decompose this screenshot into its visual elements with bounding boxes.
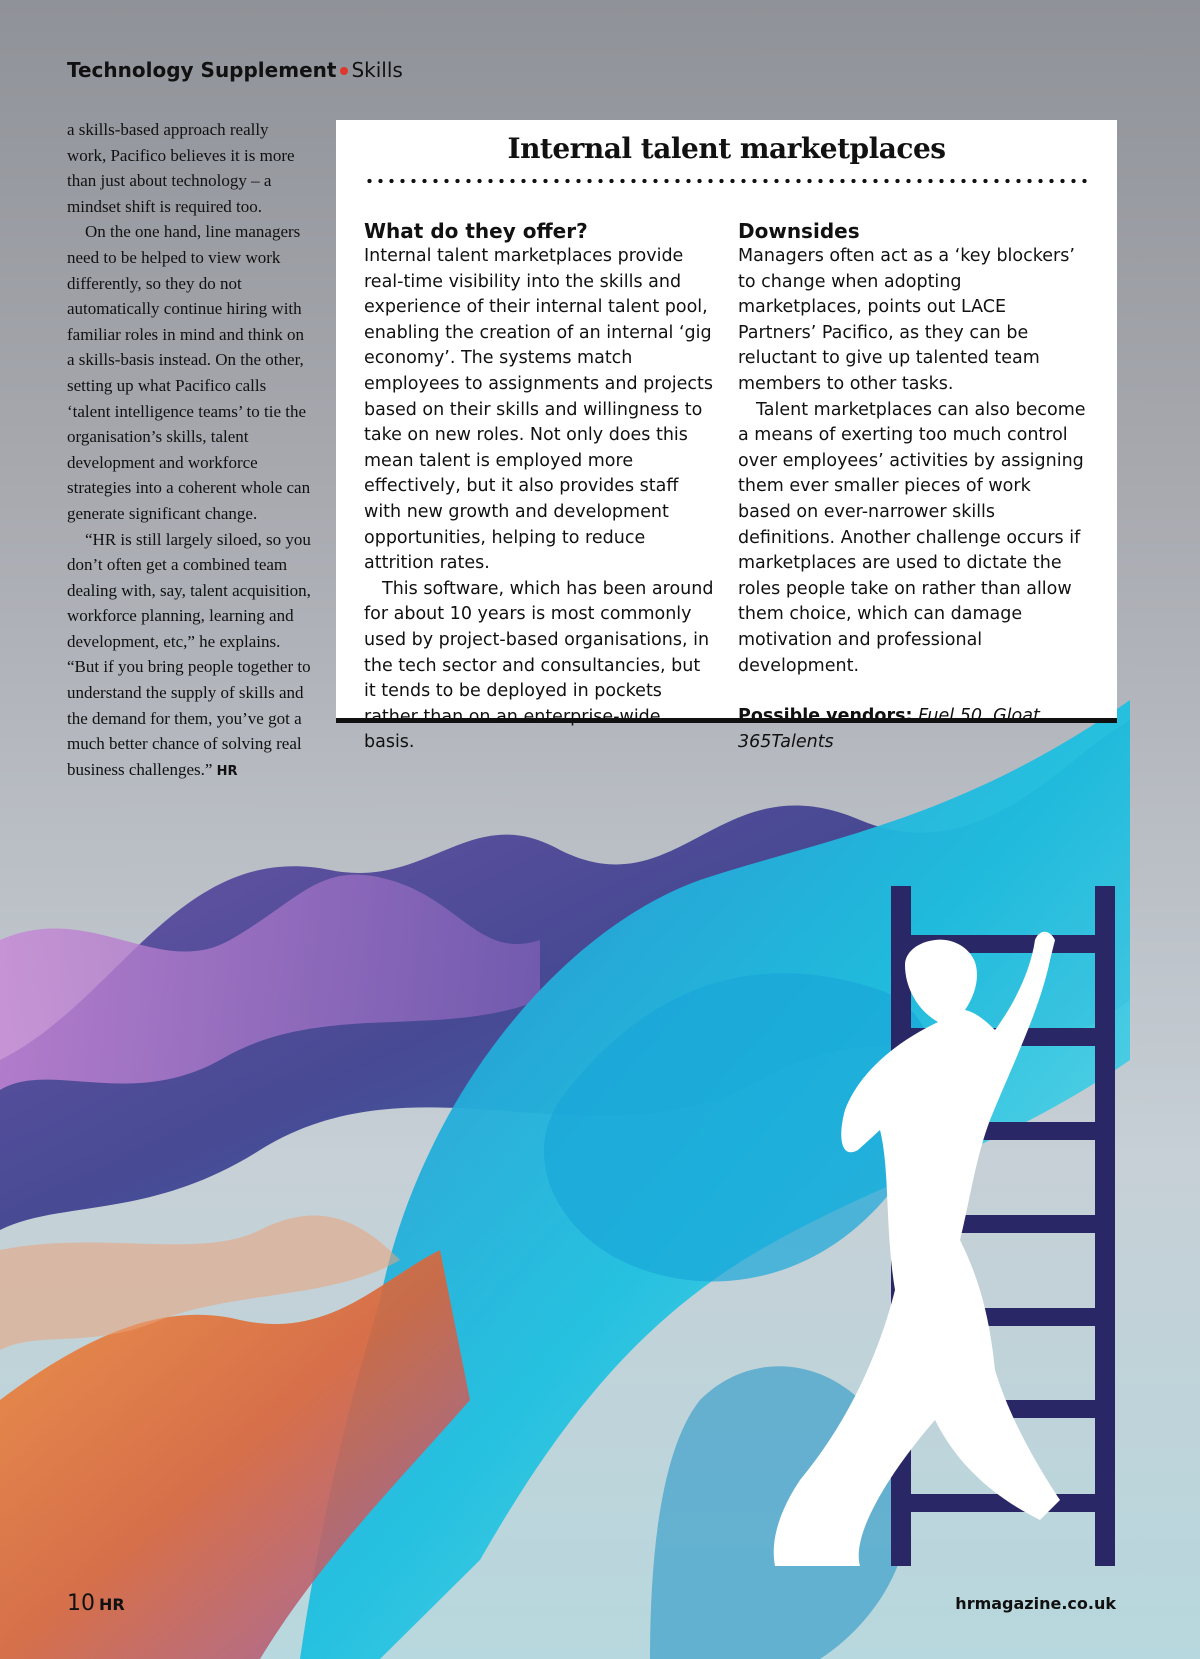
downsides-column [738,218,1088,755]
page-number: 10 [67,1591,95,1616]
article-left-column [67,117,311,784]
topic-label: Skills [351,58,403,82]
dotted-divider [364,178,1089,184]
vendors-line [738,704,1088,755]
offer-column [364,218,714,756]
vendors-label: Possible vendors: [738,706,913,727]
offer-heading: What do they offer? [364,219,588,243]
magazine-logo: HR [99,1595,125,1614]
website-url: hrmagazine.co.uk [955,1594,1116,1613]
downsides-paragraph: Talent marketplaces can also become a means of exerting too much control over employees’ activities by assigning them ever smaller pieces of work based on ever-narrower skills definitions. Another challenge occurs if marketplaces are used to dictate the roles people take on rather than allow them choice, which can damage motivation and professional development. [738,399,1086,676]
downsides-paragraph: Managers often act as a ‘key blockers’ to change when adopting marketplaces, points out LACE Partners’ Pacifico, as they can be reluctant to give up talented team members to other tasks. [738,246,1075,394]
article-paragraph [67,527,311,785]
offer-paragraph: Internal talent marketplaces provide real-time visibility into the skills and experience of their internal talent pool, enabling the creation of an internal ‘gig economy’. The systems match employees to assignments and projects based on their skills and willingness to take on new roles. Not only does this mean talent is employed more effectively, but it also provides staff with new growth and development opportunities, helping to reduce attrition rates. [364,246,714,574]
sidebar-box [336,120,1117,753]
article-paragraph: a skills-based approach really work, Pacifico believes it is more than just about technology – a mindset shift is required too. [67,120,295,216]
section-label: Technology Supplement [67,58,337,82]
downsides-heading: Downsides [738,219,860,243]
box-title: Internal talent marketplaces [507,132,946,165]
article-paragraph-text: “HR is still largely siloed, so you don’t often get a combined team dealing with, say, talent acquisition, workforce planning, learning and development, etc,” he explains. “But if you bring people together to understand the supply of skills and the demand for them, you’ve got a much better chance of solving real business challenges.” [67,529,311,779]
end-mark: HR [216,763,238,779]
offer-paragraph: This software, which has been around for about 10 years is most commonly used by project-based organisations, in the tech sector and consultancies, but it tends to be deployed in pockets rather than on an enterprise-wide basis. [364,578,714,753]
vendors-list: Fuel 50, Gloat, 365Talents [738,706,1046,752]
running-header [67,58,403,82]
article-paragraph: On the one hand, line managers need to be helped to view work differently, so they do not automatically continue hiring with familiar roles in mind and think on a skills-basis instead. On the other, setting up what Pacifico calls ‘talent intelligence teams’ to tie the organisation’s skills, talent development and workforce strategies into a coherent whole can generate significant change. [67,222,311,523]
page-footer-left [67,1591,125,1616]
separator-dot-icon [340,67,348,75]
